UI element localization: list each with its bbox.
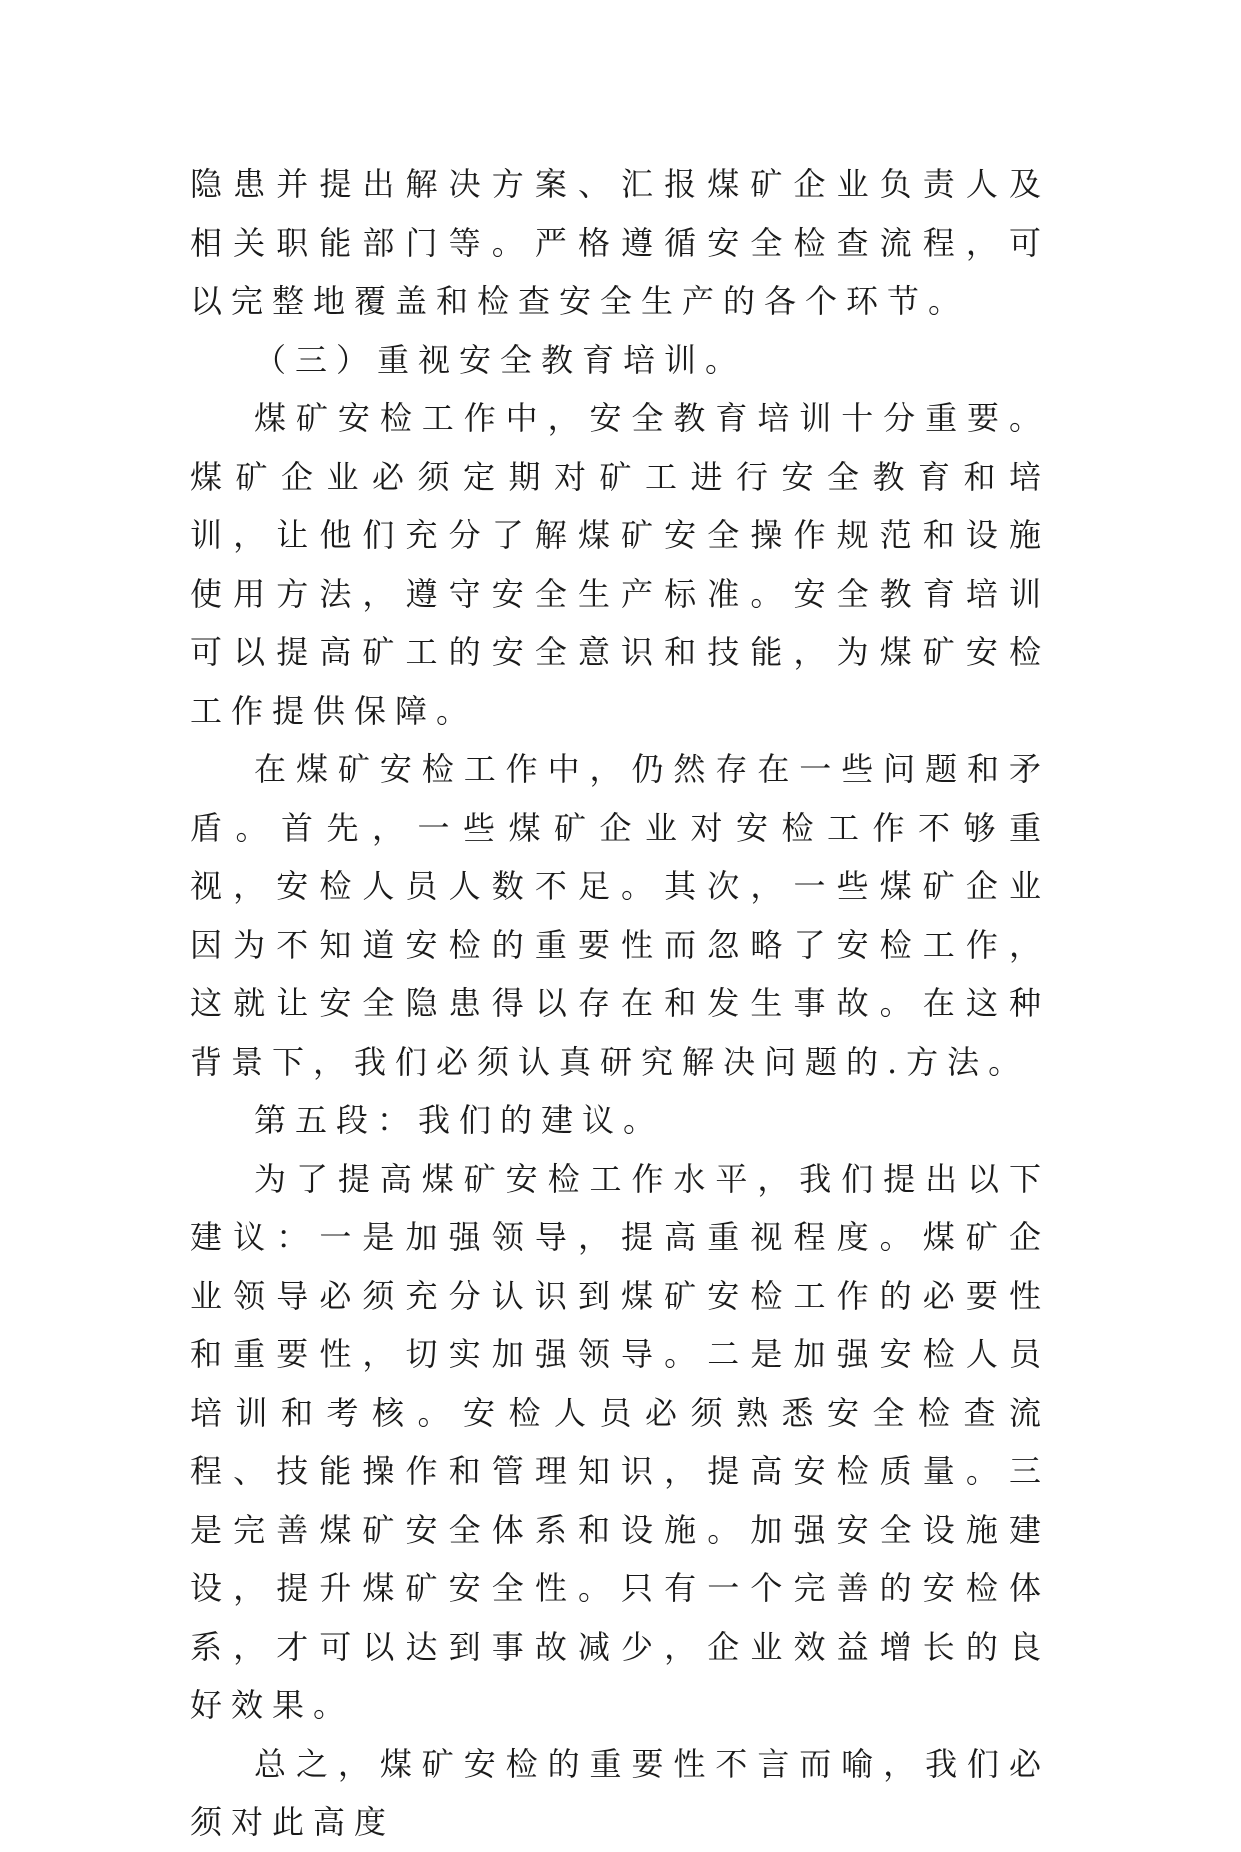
paragraph-continuation: 隐患并提出解决方案、汇报煤矿企业负责人及相关职能部门等。严格遵循安全检查流程，可以完整地覆盖和检查安全生产的各个环节。 xyxy=(190,165,1050,320)
section-heading-5: 第五段：我们的建议。 xyxy=(254,1101,665,1139)
section-heading-3: （三）重视安全教育培训。 xyxy=(254,340,747,379)
paragraph-problems: 在煤矿安检工作中，仍然存在一些问题和矛盾。首先，一些煤矿企业对安检工作不够重视，安检人员人数不足。其次，一些煤矿企业因为不知道安检的重要性而忽略了安检工作，这就让安全隐患得以存在和发生事故。在这种背景下，我们必须认真研究解决问题的.方法。 xyxy=(190,750,1050,1081)
paragraph-safety-training: 煤矿安检工作中，安全教育培训十分重要。煤矿企业必须定期对矿工进行安全教育和培训，让他们充分了解煤矿安全操作规范和设施使用方法，遵守安全生产标准。安全教育培训可以提高矿工的安全意识和技能，为煤矿安检工作提供保障。 xyxy=(190,399,1050,730)
paragraph-conclusion: 总之，煤矿安检的重要性不言而喻，我们必须对此高度 xyxy=(190,1744,1050,1841)
document-page xyxy=(190,155,1050,1852)
paragraph-suggestions: 为了提高煤矿安检工作水平，我们提出以下建议：一是加强领导，提高重视程度。煤矿企业领导必须充分认识到煤矿安检工作的必要性和重要性，切实加强领导。二是加强安检人员培训和考核。安检人员必须熟悉安全检查流程、技能操作和管理知识，提高安检质量。三是完善煤矿安全体系和设施。加强安全设施建设，提升煤矿安全性。只有一个完善的安检体系，才可以达到事故减少，企业效益增长的良好效果。 xyxy=(190,1159,1050,1724)
